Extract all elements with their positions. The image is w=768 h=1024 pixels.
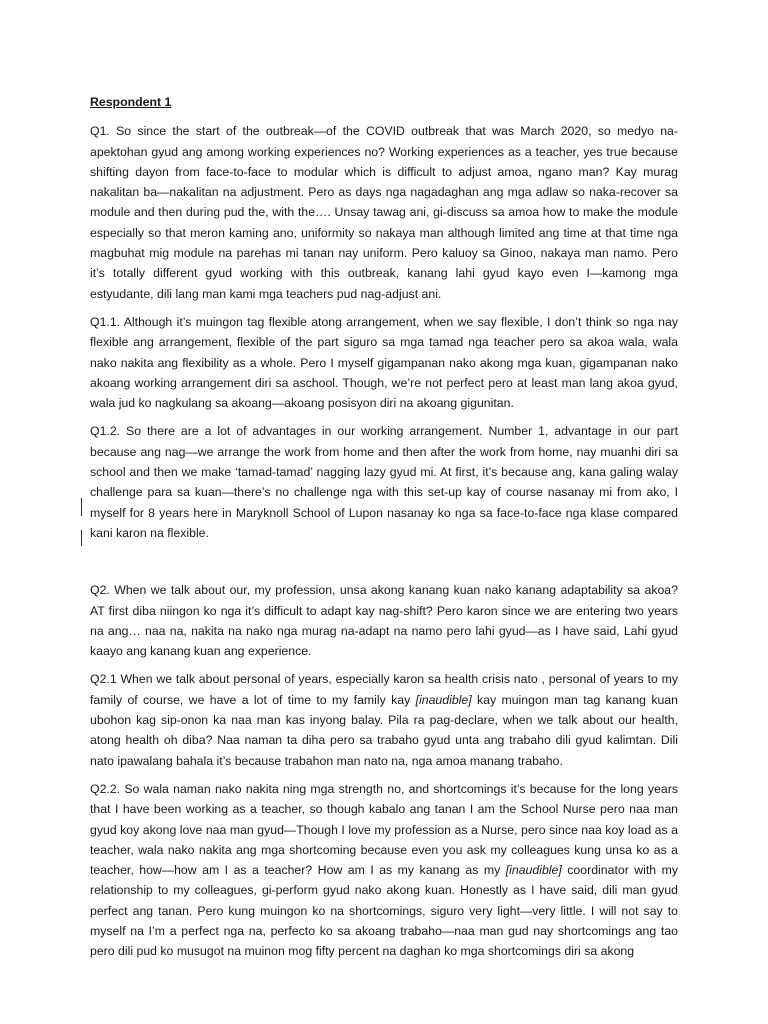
document-body xyxy=(90,92,678,970)
paragraph-q2-2-text-a: Q2.2. So wala naman nako nakita ning mga strength no, and shortcomings it’s because for the long years that I have been working as a teacher, so though kabalo ang tanan I am the School Nurse pero naa man gyud koy akong love naa man gyud—Though I love my profession as a Nurse, pero since naa koy load as a teacher, wala nako nakita ang mga shortcoming because even you ask my colleagues kung unsa ko as a teacher, how—how am I as a teacher? How am I as my kanang as my xyxy=(90,781,678,878)
paragraph-q2-1-text-a: Q2.1 When we talk about personal of years, especially karon sa health crisis nato , personal of years to my family of course, we have a lot of time to my family kay xyxy=(90,672,678,707)
paragraph-q1[interactable]: Q1. So since the start of the outbreak—of the COVID outbreak that was March 2020, so medyo na-apektohan gyud ang among working experiences no? Working experiences as a teacher, yes true because shifting dayon from face-to-face to modular which is difficult to adjust amoa, ngano man? Kay murag nakalitan ba—nakalitan na adjustment. Pero as days nga nagadaghan ang mga adlaw so naka-recover sa module and then during pud the, with the…. Unsay tawag ani, gi-discuss sa amoa how to make the module especially so that meron kaming ano, uniformity so nakaya man although limited ang time at that time nga magbuhat mig module na parehas mi tanan nay uniform. Pero kaluoy sa Ginoo, nakaya man namo. Pero it’s totally different gyud working with this outbreak, kanang lahi gyud kayo even I—kamong mga estyudante, dili lang man kami mga teachers pud nag-adjust ani. xyxy=(90,124,678,301)
paragraph-q1-1[interactable]: Q1.1. Although it’s muingon tag flexible atong arrangement, when we say flexible, I don’t think so nga nay flexible ang arrangement, flexible of the part siguro sa mga tamad nga teacher pero sa akoa wala, wala nako nakita ang flexibility as a whole. Pero I myself gigampanan nako akong mga kuan, gigampanan nako akoang working arrangement diri sa aschool. Though, we’re not perfect pero at least man lang akoa gyud, wala jud ko nagkulang sa akoang—akoang posisyon diri na akoang gigunitan. xyxy=(90,314,678,411)
paragraph-q2-2[interactable] xyxy=(90,779,678,962)
paragraph-q2-1-text-b: kay muingon man tag kanang kuan ubohon kag sip-onon ka naa man kas inyong balay. Pila ra pag-declare, when we talk about our health, atong health oh diba? Naa naman ta diha pero sa trabaho gyud unta ang trabaho dili gyud kalimtan. Dili nato ipawalang bahala it’s because trabahon man nato na, nga amoa manang trabaho. xyxy=(90,692,678,768)
paragraph-q2-1[interactable] xyxy=(90,669,678,770)
respondent-heading: Respondent 1 xyxy=(90,95,172,109)
inaudible-marker: [inaudible] xyxy=(505,863,562,878)
blank-line[interactable] xyxy=(90,551,678,580)
text-cursor xyxy=(81,498,82,516)
paragraph-q2-2-text-b: coordinator with my relationship to my colleagues, gi-perform gyud nako akong kuan. Honestly as I have said, dili man gyud perfect ang tanan. Pero kung muingon ko na shortcomings, siguro very light—very little. I will not say to myself na I’m a perfect nga na, perfecto ko sa akoang trabaho—naa man gud nay shortcomings ang tao pero dili pud ko musugot na muinon mog fifty percent na daghan ko mga shortcomings diri sa akong xyxy=(90,863,679,959)
text-cursor xyxy=(81,530,82,546)
paragraph-q1-2[interactable]: Q1.2. So there are a lot of advantages in our working arrangement. Number 1, advantage in our part because ang nag—we arrange the work from home and then after the work from home, nay muanhi diri sa school and then we make ‘tamad-tamad’ nagging lazy gyud mi. At first, it’s because ang, kana galing walay challenge para sa kuan—there’s no challenge nga with this set-up kay of course nasanay mi from ako, I myself for 8 years here in Maryknoll School of Lupon nasanay ko nga sa face-to-face nga klase compared kani karon na flexible. xyxy=(90,424,678,540)
paragraph-q2[interactable]: Q2. When we talk about our, my profession, unsa akong kanang kuan nako kanang adaptability sa akoa? AT first diba niingon ko nga it’s difficult to adapt kay nag-shift? Pero karon since we are entering two years na ang… naa na, nakita na nako nga murag na-adapt na namo pero lahi gyud—as I have said, Lahi gyud kaayo ang kanang kuan ang experience. xyxy=(90,583,678,659)
inaudible-marker: [inaudible] xyxy=(415,692,472,707)
